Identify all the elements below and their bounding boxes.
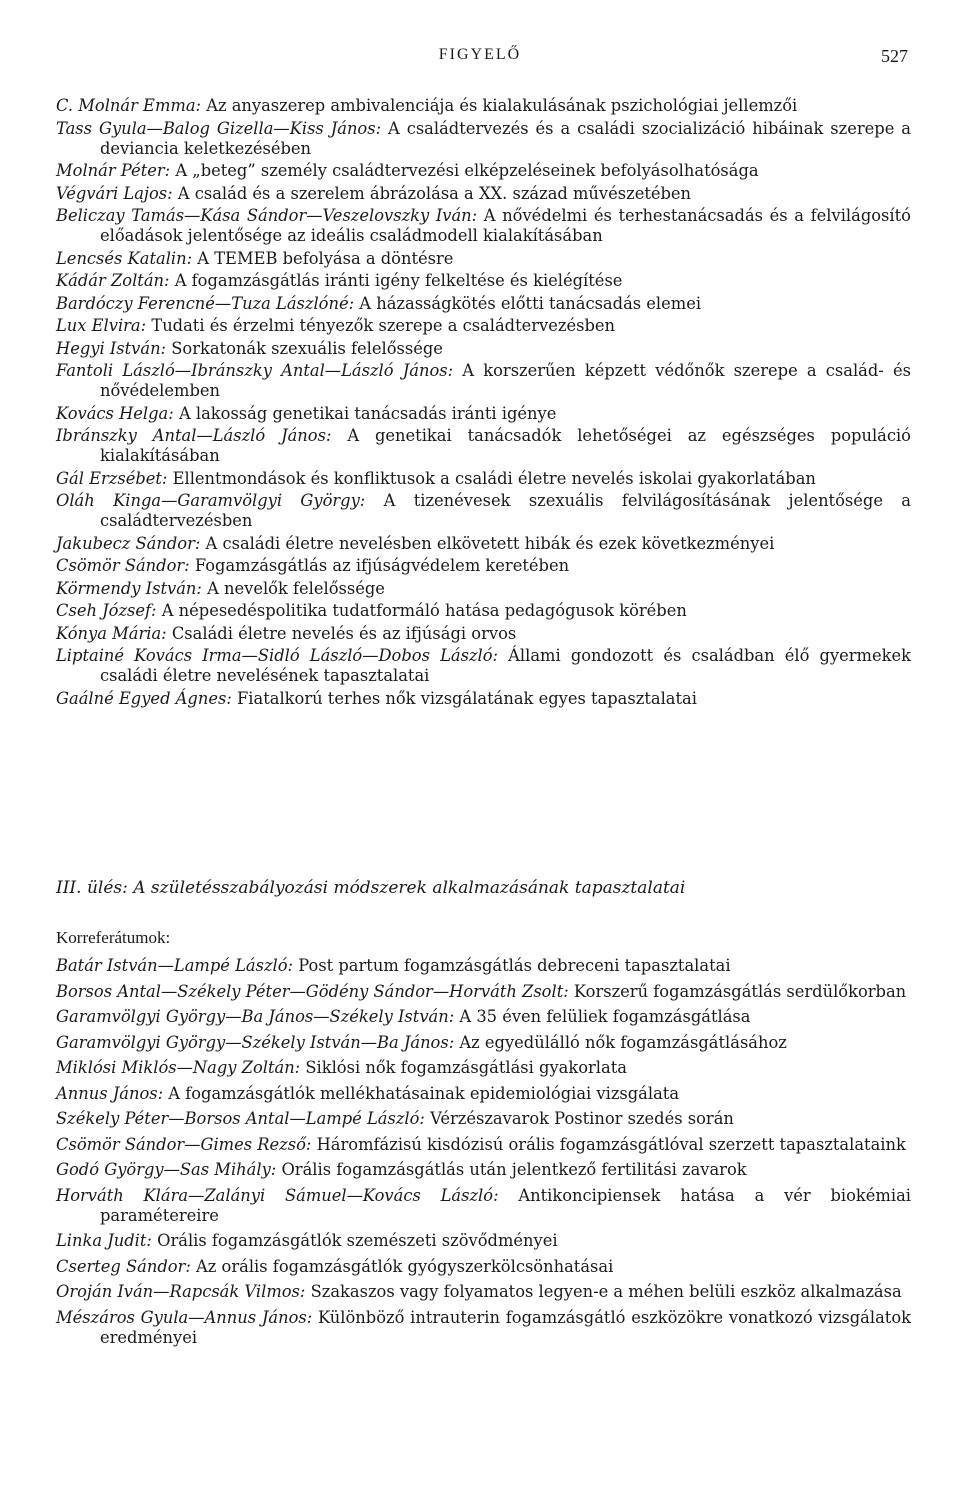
entry-title: Családi életre nevelés és az ifjúsági orvos: [171, 623, 517, 643]
list-item: [56, 579, 911, 599]
entry-author: Kovács Helga:: [56, 403, 174, 423]
running-head: [0, 46, 960, 70]
list-item: [56, 1160, 911, 1180]
entry-author: Borsos Antal—Székely Péter—Gödény Sándor—Horváth Zsolt:: [56, 981, 569, 1001]
list-item: [56, 339, 911, 359]
list-item: [56, 404, 911, 424]
list-item: [56, 1257, 911, 1277]
entry-author: Cserteg Sándor:: [56, 1256, 191, 1276]
entry-author: Molnár Péter:: [56, 161, 171, 180]
list-item: [56, 1007, 911, 1027]
entry-title: A népesedéspolitika tudatformáló hatása pedagógusok körében: [161, 601, 687, 620]
list-item: [56, 982, 911, 1002]
entry-title: A nevelők felelőssége: [207, 578, 385, 598]
list-item: [56, 161, 911, 181]
running-head-title: FIGYELŐ: [438, 46, 522, 63]
entry-title: A családtervezés és a családi szocializáció hibáinak szerepe a deviancia keletkezésében: [100, 118, 911, 158]
entry-title: Siklósi nők fogamzásgátlási gyakorlata: [305, 1058, 627, 1077]
list-item: [56, 1058, 911, 1078]
list-item: [56, 1231, 911, 1251]
entry-title: Az orális fogamzásgátlók gyógyszerkölcsönhatásai: [196, 1256, 614, 1276]
entry-author: Fantoli László—Ibránszky Antal—László János:: [56, 361, 454, 380]
entry-title: Tudati és érzelmi tényezők szerepe a családtervezésben: [151, 316, 615, 335]
entry-title: Antikoncipiensek hatása a vér biokémiai paramétereire: [100, 1185, 911, 1225]
list-item: [56, 491, 911, 531]
entry-author: C. Molnár Emma:: [56, 96, 202, 115]
presentation-list-1: [56, 96, 911, 711]
entry-title: Ellentmondások és konfliktusok a családi életre nevelés iskolai gyakorlatában: [172, 468, 816, 488]
list-item: [56, 294, 911, 314]
entry-author: Liptainé Kovács Irma—Sidló László—Dobos László:: [56, 646, 499, 665]
entry-author: Cseh József:: [56, 601, 157, 620]
list-item: [56, 316, 911, 336]
korreferatumok-label: Korreferátumok:: [56, 928, 171, 947]
list-item: [56, 956, 911, 976]
list-item: [56, 1135, 911, 1155]
entry-author: Hegyi István:: [56, 338, 167, 358]
entry-title: A 35 éven felüliek fogamzásgátlása: [459, 1007, 751, 1026]
entry-title: Fogamzásgátlás az ifjúságvédelem keretében: [194, 556, 570, 575]
entry-title: Az egyedülálló nők fogamzásgátlásához: [459, 1032, 787, 1052]
list-item: [56, 689, 911, 709]
entry-author: Annus János:: [56, 1083, 164, 1103]
list-item: [56, 361, 911, 401]
entry-title: A korszerűen képzett védőnők szerepe a család- és nővédelemben: [100, 361, 911, 400]
entry-author: Bardóczy Ferencné—Tuza Lászlóné:: [56, 293, 355, 313]
entry-title: Korszerű fogamzásgátlás serdülőkorban: [573, 981, 907, 1001]
list-item: [56, 534, 911, 554]
presentation-list-2: [56, 956, 911, 1353]
entry-title: A család és a szerelem ábrázolása a XX. század művészetében: [177, 183, 692, 203]
entry-title: A fogamzásgátlás iránti igény felkeltése és kielégítése: [174, 271, 623, 290]
list-item: [56, 1186, 911, 1226]
list-item: [56, 271, 911, 291]
entry-title: Különböző intrauterin fogamzásgátló eszközökre vonatkozó vizsgálatok eredményei: [100, 1307, 911, 1347]
entry-author: Oláh Kinga—Garamvölgyi György:: [56, 491, 366, 510]
entry-title: A TEMEB befolyása a döntésre: [197, 248, 454, 268]
list-item: [56, 469, 911, 489]
entry-author: Garamvölgyi György—Ba János—Székely István:: [56, 1007, 455, 1026]
entry-title: Post partum fogamzásgátlás debreceni tapasztalatai: [298, 956, 731, 975]
entry-title: A házasságkötés előtti tanácsadás elemei: [359, 293, 702, 313]
entry-author: Gál Erzsébet:: [56, 468, 168, 488]
entry-author: Ibránszky Antal—László János:: [56, 426, 332, 445]
list-item: [56, 249, 911, 269]
entry-title: Orális fogamzásgátlás után jelentkező fertilitási zavarok: [281, 1160, 747, 1179]
list-item: [56, 646, 911, 686]
entry-title: Orális fogamzásgátlók szemészeti szövődményei: [157, 1231, 558, 1250]
list-item: [56, 1282, 911, 1302]
list-item: [56, 119, 911, 159]
entry-title: Háromfázisú kisdózisú orális fogamzásgátlóval szerzett tapasztalataink: [316, 1134, 906, 1154]
list-item: [56, 1033, 911, 1053]
entry-title: Vérzészavarok Postinor szedés során: [430, 1109, 734, 1128]
list-item: [56, 184, 911, 204]
list-item: [56, 426, 911, 466]
list-item: [56, 1308, 911, 1348]
list-item: [56, 1084, 911, 1104]
list-item: [56, 206, 911, 246]
entry-author: Godó György—Sas Mihály:: [56, 1160, 277, 1179]
entry-author: Székely Péter—Borsos Antal—Lampé László:: [56, 1109, 425, 1128]
entry-author: Linka Judit:: [56, 1231, 152, 1250]
entry-title: A fogamzásgátlók mellékhatásainak epidemiológiai vizsgálata: [168, 1083, 680, 1103]
entry-author: Oroján Iván—Rapcsák Vilmos:: [56, 1282, 306, 1301]
list-item: [56, 556, 911, 576]
entry-title: Az anyaszerep ambivalenciája és kialakulásának pszichológiai jellemzői: [206, 96, 798, 115]
entry-title: A nővédelmi és terhestanácsadás és a felvilágosító előadások jelentősége az ideális családmodell kialakításában: [100, 206, 911, 245]
entry-author: Mészáros Gyula—Annus János:: [56, 1307, 313, 1327]
entry-title: A tizenévesek szexuális felvilágosításának jelentősége a családtervezésben: [100, 491, 911, 530]
entry-title: Sorkatonák szexuális felelőssége: [171, 338, 443, 358]
entry-author: Batár István—Lampé László:: [56, 956, 294, 975]
entry-author: Csömör Sándor:: [56, 556, 190, 575]
entry-author: Miklósi Miklós—Nagy Zoltán:: [56, 1058, 301, 1077]
entry-title: A „beteg” személy családtervezési elképzeléseinek befolyásolhatósága: [175, 161, 759, 180]
entry-author: Tass Gyula—Balog Gizella—Kiss János:: [56, 118, 382, 138]
list-item: [56, 1109, 911, 1129]
entry-author: Lux Elvira:: [56, 316, 147, 335]
entry-author: Kónya Mária:: [56, 623, 167, 643]
entry-title: Fiatalkorú terhes nők vizsgálatának egyes tapasztalatai: [237, 688, 697, 708]
entry-author: Jakubecz Sándor:: [56, 533, 201, 553]
entry-title: A genetikai tanácsadók lehetőségei az egészséges populáció kialakításában: [100, 426, 911, 465]
entry-title: Állami gondozott és családban élő gyermekek családi életre nevelésének tapasztalatai: [100, 646, 911, 685]
page-number: 527: [881, 46, 908, 66]
list-item: [56, 624, 911, 644]
entry-title: A lakosság genetikai tanácsadás iránti igénye: [178, 403, 557, 423]
entry-title: A családi életre nevelésben elkövetett hibák és ezek következményei: [205, 533, 775, 553]
list-item: [56, 601, 911, 621]
entry-author: Beliczay Tamás—Kása Sándor—Veszelovszky Iván:: [56, 206, 478, 225]
entry-author: Gaálné Egyed Ágnes:: [56, 688, 232, 708]
entry-title: Szakaszos vagy folyamatos legyen-e a méhen belüli eszköz alkalmazása: [310, 1282, 902, 1301]
list-item: [56, 96, 911, 116]
entry-author: Garamvölgyi György—Székely István—Ba János:: [56, 1032, 455, 1052]
entry-author: Kádár Zoltán:: [56, 271, 170, 290]
entry-author: Körmendy István:: [56, 578, 202, 598]
entry-author: Horváth Klára—Zalányi Sámuel—Kovács László:: [56, 1185, 499, 1205]
session-heading: III. ülés: A születésszabályozási módszerek alkalmazásának tapasztalatai: [56, 878, 686, 898]
entry-author: Lencsés Katalin:: [56, 248, 193, 268]
entry-author: Csömör Sándor—Gimes Rezső:: [56, 1134, 312, 1154]
entry-author: Végvári Lajos:: [56, 183, 173, 203]
